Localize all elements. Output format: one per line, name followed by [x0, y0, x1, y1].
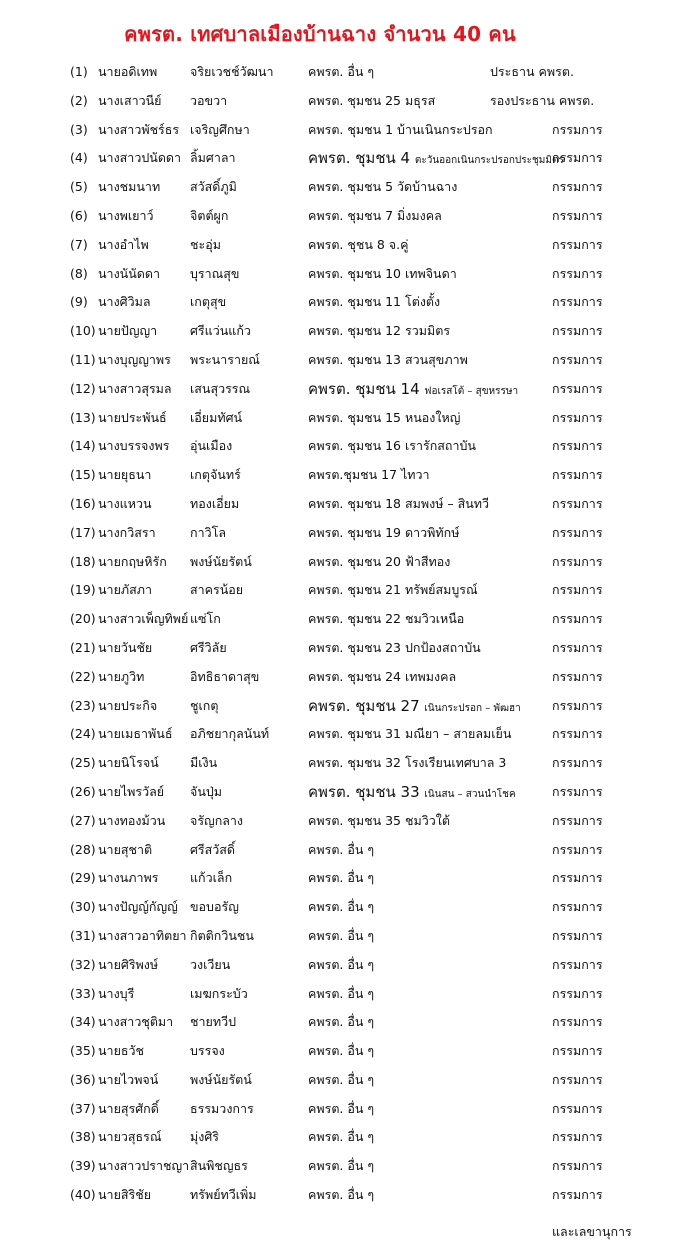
item-number: (17) [70, 524, 96, 540]
member-role: กรรมการ [552, 409, 603, 425]
community-main: คพรต. อื่น ๆ [308, 1187, 375, 1203]
member-surname: เสนสุวรรณ [190, 380, 251, 396]
member-community [308, 1066, 374, 1097]
list-item [0, 1181, 700, 1210]
member-first-name: นายปัญญา [98, 323, 158, 339]
community-main: คพรต. อื่น ๆ [308, 1100, 375, 1116]
member-role: กรรมการ [552, 495, 603, 511]
secretary-note: และเลขานุการ [552, 1224, 632, 1239]
member-role: กรรมการ [552, 668, 603, 684]
member-community [308, 375, 518, 407]
community-main: คพรต. ชุมชน 27 [308, 696, 425, 715]
member-role: กรรมการ [552, 294, 603, 310]
community-main: คพรต. ชุมชน 14 [308, 379, 425, 398]
member-surname: วงเวียน [190, 956, 231, 972]
community-main: คพรต. ชุมชน 10 เทพจินดา [308, 265, 457, 281]
community-main: คพรต. ชุมชน 5 วัดบ้านฉาง [308, 179, 458, 195]
member-community [308, 202, 442, 233]
member-first-name: นายวันชัย [98, 639, 153, 655]
community-main: คพรต. อื่น ๆ [308, 1014, 375, 1030]
item-number: (7) [70, 236, 88, 252]
member-first-name: นายเมธาพันธ์ [98, 726, 173, 742]
member-first-name: นางสาวชุติมา [98, 1014, 174, 1030]
member-community [308, 260, 457, 291]
community-main: คพรต. ชุมชน 4 [308, 149, 415, 168]
list-item [0, 1152, 700, 1181]
list-item [0, 87, 700, 116]
member-community [308, 922, 374, 953]
member-first-name: นายยุธนา [98, 467, 152, 483]
community-detail: ฟอเรสโต้ – สุขหรรษา [424, 385, 519, 397]
member-first-name: นางบุญญาพร [98, 351, 171, 367]
member-surname: ศรีแว่นแก้ว [190, 323, 251, 339]
member-first-name: นางเสาวนีย์ [98, 92, 162, 108]
item-number: (4) [70, 150, 88, 166]
member-first-name: นางศิวิมล [98, 294, 151, 310]
member-surname: ลิ้มศาลา [190, 150, 236, 166]
community-main: คพรต. อื่น ๆ [308, 956, 375, 972]
member-role: กรรมการ [552, 438, 603, 454]
list-item [0, 1123, 700, 1152]
member-community [308, 692, 521, 724]
member-first-name: นางสาวพัชร์ธร [98, 121, 180, 137]
community-main: คพรต. อื่น ๆ [308, 899, 375, 915]
item-number: (3) [70, 121, 88, 137]
member-community [308, 634, 481, 665]
list-item [0, 893, 700, 922]
item-number: (2) [70, 92, 88, 108]
item-number: (25) [70, 755, 96, 771]
list-item [0, 317, 700, 346]
member-surname: พงษ์นัยรัตน์ [190, 553, 252, 569]
member-community [308, 720, 511, 751]
member-surname: ชายทวีป [190, 1014, 237, 1030]
community-main: คพรต. อื่น ๆ [308, 1129, 375, 1145]
community-main: คพรต. อื่น ๆ [308, 985, 375, 1001]
member-role: กรรมการ [552, 553, 603, 569]
community-main: คพรต. ชุมชน 15 หนองใหญ่ [308, 409, 461, 425]
community-main: คพรต. ชุมชน 23 ปกป้องสถาบัน [308, 639, 481, 655]
member-first-name: นางสาวเพ็ญทิพย์ [98, 611, 189, 627]
member-role: กรรมการ [552, 351, 603, 367]
member-first-name: นางสาวปนัดดา [98, 150, 182, 166]
community-detail: เนินสน – สวนนำโชค [424, 788, 516, 800]
member-community [308, 288, 440, 319]
member-role: กรรมการ [552, 1043, 603, 1059]
member-surname: จิตต์ผูก [190, 207, 229, 223]
list-item [0, 663, 700, 692]
member-surname: สินพิชญธร [190, 1158, 248, 1174]
item-number: (27) [70, 812, 96, 828]
member-community [308, 144, 564, 176]
member-role: กรรมการ [552, 467, 603, 483]
item-number: (5) [70, 179, 88, 195]
community-main: คพรต. อื่น ๆ [308, 1071, 375, 1087]
member-community [308, 173, 457, 204]
member-role: กรรมการ [552, 870, 603, 886]
member-first-name: นางชมนาท [98, 179, 161, 195]
list-item [0, 807, 700, 836]
member-surname: จรัญกลาง [190, 812, 244, 828]
list-item [0, 58, 700, 87]
member-community [308, 576, 478, 607]
item-number: (16) [70, 495, 96, 511]
member-surname: กาวิโล [190, 524, 226, 540]
member-role: กรรมการ [552, 755, 603, 771]
item-number: (28) [70, 841, 96, 857]
list-item [0, 778, 700, 807]
item-number: (36) [70, 1071, 96, 1087]
item-number: (15) [70, 467, 96, 483]
list-item [0, 375, 700, 404]
community-main: คพรต. ชุมชน 32 โรงเรียนเทศบาล 3 [308, 755, 507, 771]
item-number: (38) [70, 1129, 96, 1145]
member-surname: บุราณสุข [190, 265, 240, 281]
member-role: กรรมการ [552, 1129, 603, 1145]
list-item [0, 720, 700, 749]
member-community [308, 951, 374, 982]
community-main: คพรต. อื่น ๆ [308, 64, 375, 79]
member-surname: เอี่ยมทัศน์ [190, 409, 243, 425]
member-first-name: นายวสุธรณ์ [98, 1129, 162, 1145]
item-number: (22) [70, 668, 96, 684]
community-main: คพรต. ชุมชน 16 เรารักสถาบัน [308, 438, 476, 454]
member-community [308, 864, 374, 895]
member-role: กรรมการ [552, 150, 603, 166]
member-first-name: นางบุรี [98, 985, 135, 1001]
member-role: กรรมการ [552, 380, 603, 396]
member-first-name: นายประกิจ [98, 697, 158, 713]
item-number: (24) [70, 726, 96, 742]
item-number: (33) [70, 985, 96, 1001]
member-surname: ชูเกตุ [190, 697, 219, 713]
item-number: (21) [70, 639, 96, 655]
member-surname: สาครน้อย [190, 582, 244, 598]
list-item [0, 432, 700, 461]
member-community [308, 778, 516, 810]
community-main: คพรต. อื่น ๆ [308, 870, 375, 886]
community-main: คพรต.ชุมชน 17 ไทวา [308, 467, 430, 483]
item-number: (39) [70, 1158, 96, 1174]
member-surname: จริยเวชช์วัฒนา [190, 64, 274, 79]
member-community [308, 58, 374, 89]
community-main: คพรต. ชุมชน 12 รวมมิตร [308, 323, 451, 339]
list-item [0, 288, 700, 317]
item-number: (30) [70, 899, 96, 915]
member-role: กรรมการ [552, 207, 603, 223]
item-number: (37) [70, 1100, 96, 1116]
member-first-name: นางอำไพ [98, 236, 149, 252]
member-community [308, 87, 435, 118]
member-first-name: นางนันัดดา [98, 265, 161, 281]
community-main: คพรต. อื่น ๆ [308, 927, 375, 943]
item-number: (11) [70, 351, 96, 367]
list-item [0, 519, 700, 548]
list-item [0, 576, 700, 605]
member-community [308, 836, 374, 867]
member-surname: อิทธิธาดาสุข [190, 668, 260, 684]
list-item [0, 116, 700, 145]
list-item [0, 404, 700, 433]
item-number: (1) [70, 64, 88, 79]
member-first-name: นางสาวสุรมล [98, 380, 172, 396]
member-role: กรรมการ [552, 697, 603, 713]
community-main: คพรต. ชุมชน 1 บ้านเนินกระปรอก [308, 121, 493, 137]
community-main: คพรต. ชุมชน 19 ดาวพิทักษ์ [308, 524, 460, 540]
member-role: กรรมการ [552, 1100, 603, 1116]
member-community [308, 1152, 374, 1183]
member-surname: เกตุจันทร์ [190, 467, 241, 483]
member-community [308, 749, 506, 780]
member-first-name: นางพเยาว์ [98, 207, 154, 223]
member-community [308, 605, 464, 636]
member-first-name: นางนภาพร [98, 870, 159, 886]
list-item [0, 836, 700, 865]
community-main: คพรต. ชุมชน 21 ทรัพย์สมบูรณ์ [308, 582, 478, 598]
list-item [0, 980, 700, 1009]
member-role: กรรมการ [552, 1014, 603, 1030]
list-item [0, 1037, 700, 1066]
member-role: กรรมการ [552, 1187, 603, 1203]
community-main: คพรต. ชุมชน 7 มิ่งมงคล [308, 207, 442, 223]
member-surname: เกตุสุข [190, 294, 227, 310]
member-community [308, 317, 450, 348]
member-role: กรรมการ [552, 639, 603, 655]
member-community [308, 346, 468, 377]
member-first-name: นายภูวิท [98, 668, 145, 684]
member-surname: มุ่งศิริ [190, 1129, 219, 1145]
member-surname: บรรจง [190, 1043, 225, 1059]
item-number: (35) [70, 1043, 96, 1059]
community-main: คพรต. ชุมชน 35 ชมวิวใต้ [308, 812, 450, 828]
member-surname: จันปุ่ม [190, 783, 223, 799]
member-community [308, 663, 456, 694]
member-role: กรรมการ [552, 726, 603, 742]
community-main: คพรต. ชุชน 8 จ.คู่ [308, 236, 409, 252]
member-role: กรรมการ [552, 611, 603, 627]
list-item [0, 692, 700, 721]
member-first-name: นางกวิสรา [98, 524, 156, 540]
list-item [0, 231, 700, 260]
item-number: (14) [70, 438, 96, 454]
community-main: คพรต. อื่น ๆ [308, 841, 375, 857]
member-role: กรรมการ [552, 927, 603, 943]
item-number: (34) [70, 1014, 96, 1030]
member-first-name: นายไพรวัลย์ [98, 783, 165, 799]
community-main: คพรต. อื่น ๆ [308, 1043, 375, 1059]
member-first-name: นายสุรศักดิ์ [98, 1100, 159, 1116]
page-title: คพรต. เทศบาลเมืองบ้านฉาง จำนวน 40 คน [124, 22, 516, 46]
community-main: คพรต. ชุมชน 13 สวนสุขภาพ [308, 351, 468, 367]
community-detail: เนินกระปรอก – พัฒฮา [424, 702, 521, 714]
item-number: (13) [70, 409, 96, 425]
item-number: (20) [70, 611, 96, 627]
member-role: กรรมการ [552, 1158, 603, 1174]
community-main: คพรต. ชุมชน 24 เทพมงคล [308, 668, 457, 684]
member-role: กรรมการ [552, 121, 603, 137]
item-number: (6) [70, 207, 88, 223]
item-number: (23) [70, 697, 96, 713]
item-number: (10) [70, 323, 96, 339]
item-number: (9) [70, 294, 88, 310]
list-item [0, 864, 700, 893]
committee-list [0, 58, 700, 1210]
list-item [0, 144, 700, 173]
member-surname: เจริญศึกษา [190, 121, 250, 137]
member-community [308, 1123, 374, 1154]
member-first-name: นางสาวปราชญา [98, 1158, 190, 1174]
list-item [0, 749, 700, 778]
member-role: กรรมการ [552, 179, 603, 195]
member-role: กรรมการ [552, 1071, 603, 1087]
item-number: (26) [70, 783, 96, 799]
member-surname: ชะอุ่ม [190, 236, 221, 252]
member-surname: ธรรมวงการ [190, 1100, 254, 1116]
member-first-name: นายกฤษหิรัก [98, 553, 167, 569]
member-surname: พงษ์นัยรัตน์ [190, 1071, 252, 1087]
member-surname: เมฆกระบัว [190, 985, 248, 1001]
list-item [0, 922, 700, 951]
member-community [308, 231, 408, 262]
community-main: คพรต. ชุมชน 22 ชมวิวเหนือ [308, 611, 465, 627]
community-main: คพรต. อื่น ๆ [308, 1158, 375, 1174]
list-item [0, 260, 700, 289]
list-item [0, 634, 700, 663]
item-number: (19) [70, 582, 96, 598]
member-surname: กิตติกวินชน [190, 927, 254, 943]
member-first-name: นางทองม้วน [98, 812, 166, 828]
community-detail: ตะวันออกเนินกระปรอกประชุมมิตร [414, 155, 564, 167]
item-number: (8) [70, 265, 88, 281]
list-item [0, 461, 700, 490]
member-surname: สวัสดิ์ภูมิ [190, 179, 237, 195]
member-surname: อุ่นเมือง [190, 438, 233, 454]
member-surname: แก้วเล็ก [190, 870, 233, 886]
member-role: กรรมการ [552, 783, 603, 799]
member-role: ประธาน คพรต. [490, 64, 574, 79]
member-community [308, 1008, 374, 1039]
member-first-name: นายสิริชัย [98, 1187, 152, 1203]
community-main: คพรต. ชุมชน 31 มณียา – สายลมเย็น [308, 726, 512, 742]
list-item [0, 548, 700, 577]
member-surname: ขอบอรัญ [190, 899, 239, 915]
list-item [0, 1095, 700, 1124]
member-role: กรรมการ [552, 265, 603, 281]
member-role: กรรมการ [552, 812, 603, 828]
member-community [308, 432, 476, 463]
member-role: กรรมการ [552, 323, 603, 339]
list-item [0, 202, 700, 231]
member-community [308, 548, 450, 579]
member-surname: มีเงิน [190, 755, 218, 771]
item-number: (18) [70, 553, 96, 569]
member-role: กรรมการ [552, 841, 603, 857]
member-community [308, 893, 374, 924]
member-community [308, 490, 489, 521]
list-item [0, 490, 700, 519]
member-role: กรรมการ [552, 236, 603, 252]
community-main: คพรต. ชุมชน 20 ฟ้าสีทอง [308, 553, 451, 569]
member-surname: ศรีสวัสดิ์ [190, 841, 236, 857]
member-first-name: นายอดิเทพ [98, 64, 158, 79]
member-community [308, 404, 460, 435]
item-number: (31) [70, 927, 96, 943]
member-first-name: นางบรรจงพร [98, 438, 170, 454]
member-first-name: นายธวัช [98, 1043, 145, 1059]
member-first-name: นายสุชาติ [98, 841, 153, 857]
member-surname: แซ่โก [190, 611, 221, 627]
item-number: (40) [70, 1187, 96, 1203]
community-main: คพรต. ชุมชน 18 สมพงษ์ – สินทวี [308, 495, 490, 511]
member-community [308, 116, 493, 147]
member-role: กรรมการ [552, 524, 603, 540]
item-number: (29) [70, 870, 96, 886]
member-community [308, 1181, 374, 1212]
member-role: รองประธาน คพรต. [490, 92, 595, 108]
member-role: กรรมการ [552, 985, 603, 1001]
list-item [0, 346, 700, 375]
member-first-name: นายนิโรจน์ [98, 755, 159, 771]
member-role: กรรมการ [552, 956, 603, 972]
member-first-name: นางสาวอาทิตยา [98, 927, 187, 943]
community-main: คพรต. ชุมชน 11 โต่งตั้ง [308, 294, 441, 310]
member-first-name: นายไวพจน์ [98, 1071, 159, 1087]
member-surname: ศรีวิลัย [190, 639, 227, 655]
list-item [0, 173, 700, 202]
member-surname: ทรัพย์ทวีเพิ่ม [190, 1187, 257, 1203]
member-surname: วอขวา [190, 92, 228, 108]
list-item [0, 1008, 700, 1037]
list-item [0, 951, 700, 980]
item-number: (12) [70, 380, 96, 396]
member-community [308, 807, 450, 838]
community-main: คพรต. ชุมชน 33 [308, 782, 425, 801]
item-number: (32) [70, 956, 96, 972]
member-community [308, 980, 374, 1011]
member-first-name: นางปัญญ์กัญญ์ [98, 899, 178, 915]
member-first-name: นายประพันธ์ [98, 409, 167, 425]
member-community [308, 1095, 374, 1126]
member-surname: อภิชยากุลนันท์ [190, 726, 270, 742]
member-surname: พระนารายณ์ [190, 351, 260, 367]
member-role: กรรมการ [552, 899, 603, 915]
member-first-name: นางแหวน [98, 495, 152, 511]
list-item [0, 1066, 700, 1095]
member-community [308, 461, 430, 492]
member-first-name: นายภัสภา [98, 582, 153, 598]
community-main: คพรต. ชุมชน 25 มธุรส [308, 92, 436, 108]
member-community [308, 1037, 374, 1068]
member-community [308, 519, 459, 550]
member-role: กรรมการ [552, 582, 603, 598]
member-first-name: นายศิริพงษ์ [98, 956, 159, 972]
list-item [0, 605, 700, 634]
member-surname: ทองเอี่ยม [190, 495, 240, 511]
